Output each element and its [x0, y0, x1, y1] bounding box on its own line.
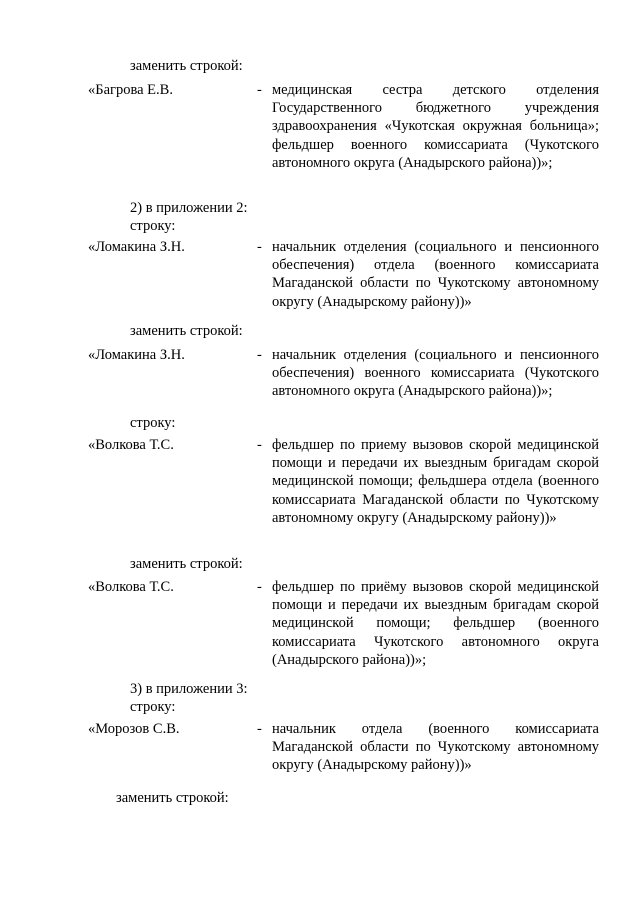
entry-description: начальник отдела (военного комиссариата Магаданской области по Чукотскому автономному округу (Анадырскому району))»: [272, 721, 599, 774]
entry-name: «Ломакина З.Н.: [88, 239, 185, 255]
entry-dash: -: [257, 82, 262, 98]
line-label: строку:: [130, 415, 176, 431]
entry-name: «Ломакина З.Н.: [88, 347, 185, 363]
replace-with-line-label: заменить строкой:: [130, 58, 243, 74]
entry-description: медицинская сестра детского отделения Государственного бюджетного учреждения здравоохранения «Чукотская окружная больница»; фельдшер военного комиссариата (Чукотского автономного округа (Анадырского района))»;: [272, 82, 599, 171]
entry-dash: -: [257, 437, 262, 453]
appendix-3-heading: 3) в приложении 3:: [130, 681, 248, 697]
entry-description: фельдшер по приему вызовов скорой медицинской помощи и передачи их выездным бригадам скорой медицинской помощи; фельдшера отдела (военного комиссариата Магаданской области по Чукотскому автономному округу (Анадырскому району))»: [272, 437, 599, 526]
entry-dash: -: [257, 347, 262, 363]
replace-with-line-label: заменить строкой:: [116, 790, 229, 806]
entry-dash: -: [257, 579, 262, 595]
line-label: строку:: [130, 218, 176, 234]
replace-with-line-label: заменить строкой:: [130, 556, 243, 572]
entry-description: начальник отделения (социального и пенсионного обеспечения) отдела (военного комиссариата Магаданской области по Чукотскому автономному округу (Анадырскому району))»: [272, 239, 599, 310]
entry-description: начальник отделения (социального и пенсионного обеспечения) военного комиссариата (Чукотского автономного округа (Анадырского района))»;: [272, 347, 599, 400]
line-label: строку:: [130, 699, 176, 715]
entry-dash: -: [257, 239, 262, 255]
entry-name: «Морозов С.В.: [88, 721, 180, 737]
entry-name: «Багрова Е.В.: [88, 82, 173, 98]
replace-with-line-label: заменить строкой:: [130, 323, 243, 339]
appendix-2-heading: 2) в приложении 2:: [130, 200, 248, 216]
entry-name: «Волкова Т.С.: [88, 579, 174, 595]
entry-dash: -: [257, 721, 262, 737]
entry-name: «Волкова Т.С.: [88, 437, 174, 453]
entry-description: фельдшер по приёму вызовов скорой медицинской помощи и передачи их выездным бригадам скорой медицинской помощи; фельдшер (военного комиссариата Чукотского автономного округа (Анадырского района))»;: [272, 579, 599, 668]
